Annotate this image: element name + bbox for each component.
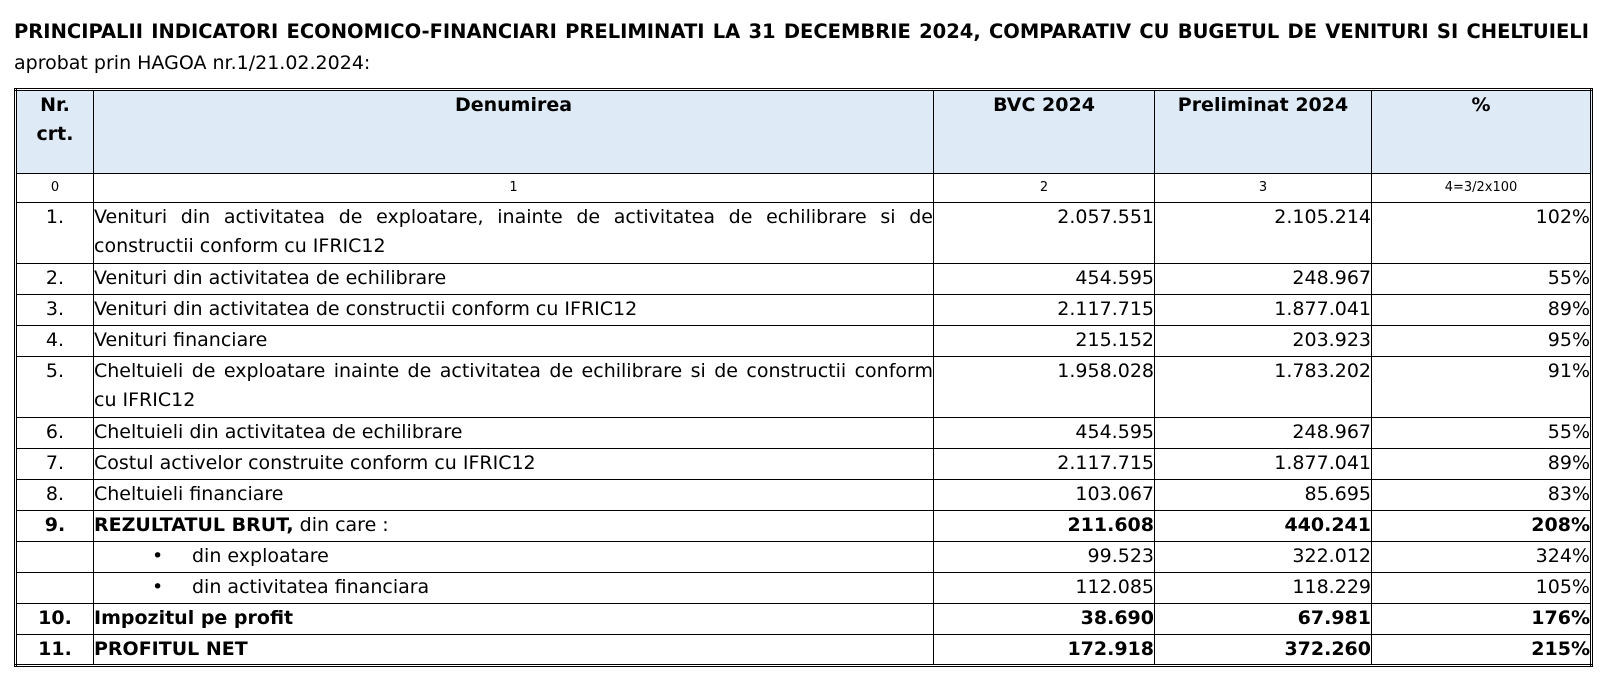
row-percent: 89% — [1372, 449, 1592, 480]
row-percent: 105% — [1372, 573, 1592, 604]
row-bvc: 454.595 — [934, 264, 1155, 295]
row-preliminat: 248.967 — [1155, 264, 1372, 295]
index-row — [16, 174, 1592, 203]
index-cell: 2 — [934, 174, 1155, 203]
row-name: Impozitul pe profit — [94, 604, 934, 635]
table-row-total — [16, 511, 1592, 542]
row-name: Venituri din activitatea de echilibrare — [94, 264, 934, 295]
row-bvc: 112.085 — [934, 573, 1155, 604]
index-cell: 0 — [16, 174, 94, 203]
table-row — [16, 357, 1592, 418]
row-preliminat: 1.877.041 — [1155, 295, 1372, 326]
row-number: 5. — [16, 357, 94, 418]
row-bvc: 38.690 — [934, 604, 1155, 635]
row-percent: 55% — [1372, 418, 1592, 449]
row-name-rest: din care : — [293, 514, 389, 536]
indicators-table — [14, 88, 1593, 667]
row-bvc: 1.958.028 — [934, 357, 1155, 418]
row-percent: 83% — [1372, 480, 1592, 511]
row-number: 4. — [16, 326, 94, 357]
table-row — [16, 295, 1592, 326]
row-number: 7. — [16, 449, 94, 480]
row-percent: 208% — [1372, 511, 1592, 542]
row-name: Venituri din activitatea de exploatare, inainte de activitatea de echilibrare si de constructii conform cu IFRIC12 — [94, 203, 934, 264]
row-name: PROFITUL NET — [94, 635, 934, 666]
table-row — [16, 203, 1592, 264]
row-name: Cheltuieli financiare — [94, 480, 934, 511]
row-bvc: 103.067 — [934, 480, 1155, 511]
table-row-total — [16, 604, 1592, 635]
row-sub-label: din exploatare — [192, 545, 329, 567]
row-percent: 102% — [1372, 203, 1592, 264]
header-preliminat: Preliminat 2024 — [1155, 90, 1372, 174]
bullet-icon: • — [152, 545, 164, 567]
row-preliminat: 85.695 — [1155, 480, 1372, 511]
row-bvc: 172.918 — [934, 635, 1155, 666]
row-percent: 89% — [1372, 295, 1592, 326]
row-number: 9. — [16, 511, 94, 542]
row-sub-label: din activitatea financiara — [192, 576, 430, 598]
row-number: 10. — [16, 604, 94, 635]
row-number: 3. — [16, 295, 94, 326]
row-percent: 55% — [1372, 264, 1592, 295]
row-percent: 95% — [1372, 326, 1592, 357]
row-name: Cheltuieli de exploatare inainte de activitatea de echilibrare si de constructii conform cu IFRIC12 — [94, 357, 934, 418]
row-bvc: 454.595 — [934, 418, 1155, 449]
row-name — [94, 511, 934, 542]
row-percent: 91% — [1372, 357, 1592, 418]
row-number: 1. — [16, 203, 94, 264]
document-title: PRINCIPALII INDICATORI ECONOMICO-FINANCIARI PRELIMINATI LA 31 DECEMBRIE 2024, COMPARATIV CU BUGETUL DE VENITURI SI CHELTUIELI — [14, 20, 1589, 43]
document-subtitle: aprobat prin HAGOA nr.1/21.02.2024: — [14, 52, 371, 74]
row-bvc: 215.152 — [934, 326, 1155, 357]
table-row — [16, 480, 1592, 511]
row-percent: 176% — [1372, 604, 1592, 635]
row-name — [94, 542, 934, 573]
row-name: Costul activelor construite conform cu IFRIC12 — [94, 449, 934, 480]
row-preliminat: 203.923 — [1155, 326, 1372, 357]
row-preliminat: 2.105.214 — [1155, 203, 1372, 264]
row-name: Venituri din activitatea de constructii conform cu IFRIC12 — [94, 295, 934, 326]
table-row-sub — [16, 542, 1592, 573]
row-bvc: 99.523 — [934, 542, 1155, 573]
row-preliminat: 248.967 — [1155, 418, 1372, 449]
row-number: 6. — [16, 418, 94, 449]
table-row — [16, 326, 1592, 357]
index-cell: 4=3/2x100 — [1372, 174, 1592, 203]
table-row — [16, 449, 1592, 480]
row-bvc: 2.117.715 — [934, 449, 1155, 480]
row-bvc: 2.057.551 — [934, 203, 1155, 264]
row-name: Cheltuieli din activitatea de echilibrare — [94, 418, 934, 449]
header-bvc: BVC 2024 — [934, 90, 1155, 174]
table-row — [16, 418, 1592, 449]
table-row-total — [16, 635, 1592, 666]
header-nr-label: Nr. crt. — [36, 94, 74, 145]
header-row — [16, 90, 1592, 174]
row-name: Venituri financiare — [94, 326, 934, 357]
row-bvc: 211.608 — [934, 511, 1155, 542]
table-row-sub — [16, 573, 1592, 604]
row-preliminat: 440.241 — [1155, 511, 1372, 542]
table-row — [16, 264, 1592, 295]
header-denumirea: Denumirea — [94, 90, 934, 174]
row-preliminat: 67.981 — [1155, 604, 1372, 635]
row-number: 2. — [16, 264, 94, 295]
row-preliminat: 372.260 — [1155, 635, 1372, 666]
row-name-bold: REZULTATUL BRUT, — [94, 514, 294, 536]
row-number — [16, 573, 94, 604]
row-bvc: 2.117.715 — [934, 295, 1155, 326]
row-preliminat: 1.877.041 — [1155, 449, 1372, 480]
row-percent: 324% — [1372, 542, 1592, 573]
row-preliminat: 322.012 — [1155, 542, 1372, 573]
row-number — [16, 542, 94, 573]
index-cell: 1 — [94, 174, 934, 203]
row-percent: 215% — [1372, 635, 1592, 666]
row-name — [94, 573, 934, 604]
row-preliminat: 1.783.202 — [1155, 357, 1372, 418]
row-number: 11. — [16, 635, 94, 666]
bullet-icon: • — [152, 576, 164, 598]
index-cell: 3 — [1155, 174, 1372, 203]
row-number: 8. — [16, 480, 94, 511]
row-preliminat: 118.229 — [1155, 573, 1372, 604]
header-nr — [16, 90, 94, 174]
header-percent: % — [1372, 90, 1592, 174]
